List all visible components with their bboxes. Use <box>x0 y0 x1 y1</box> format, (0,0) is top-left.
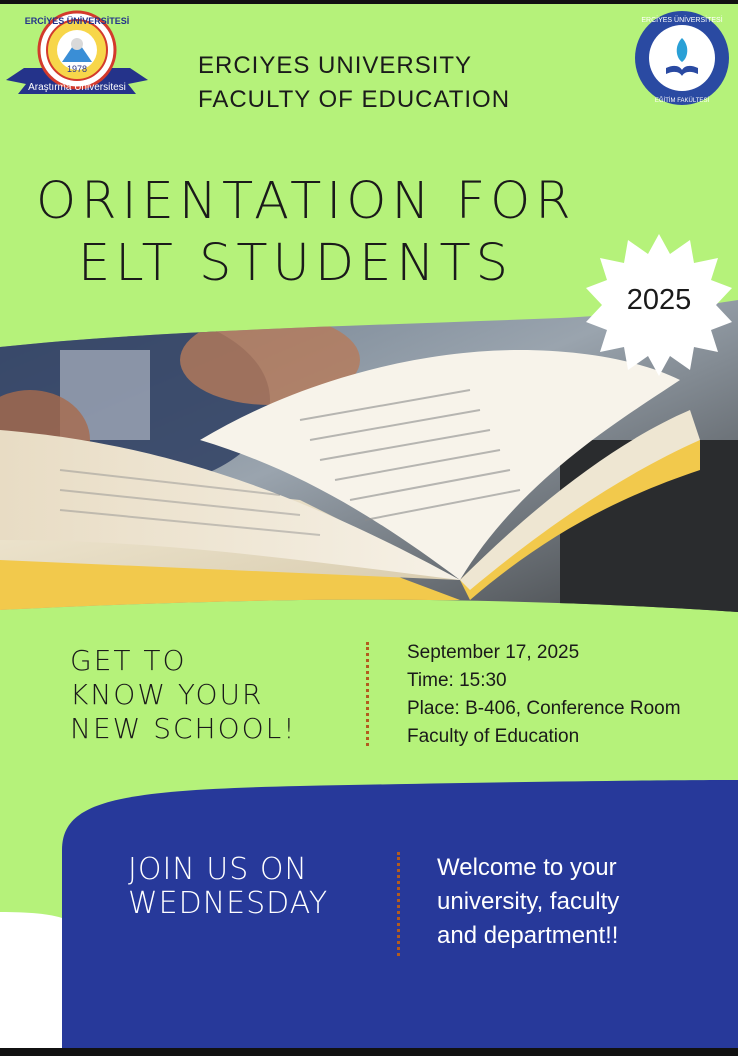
erciyes-university-seal-icon <box>4 10 150 102</box>
university-name: ERCIYES UNIVERSITY <box>198 52 473 79</box>
event-date: September 17, 2025 <box>407 642 580 663</box>
welcome-line-3: and department!! <box>437 922 619 949</box>
welcome-line-1: Welcome to your <box>437 854 617 881</box>
join-line-2: WEDNESDAY <box>128 886 329 921</box>
tagline-line-3: NEW SCHOOL! <box>70 712 297 745</box>
event-faculty: Faculty of Education <box>407 726 580 747</box>
svg-text:1978: 1978 <box>66 64 88 74</box>
title-line-1: ORIENTATION FOR <box>36 172 576 231</box>
welcome-line-2: university, faculty <box>437 888 620 915</box>
event-place: Place: B-406, Conference Room <box>407 698 681 719</box>
bottom-border <box>0 1048 738 1056</box>
svg-text:EĞİTİM FAKÜLTESİ: EĞİTİM FAKÜLTESİ <box>654 98 710 104</box>
tagline-line-1: GET TO <box>70 644 187 677</box>
faculty-name: FACULTY OF EDUCATION <box>198 86 511 113</box>
event-time: Time: 15:30 <box>407 670 507 691</box>
tagline-line-2: KNOW YOUR <box>70 678 264 711</box>
join-line-1: JOIN US ON <box>128 852 308 887</box>
top-border <box>0 0 738 4</box>
dotted-divider <box>366 642 369 746</box>
year-badge: 2025 <box>626 284 692 316</box>
faculty-of-education-seal-icon <box>632 8 732 108</box>
svg-text:ERCİYES ÜNİVERSİTESİ: ERCİYES ÜNİVERSİTESİ <box>641 17 723 24</box>
svg-text:ERCİYES ÜNİVERSİTESİ: ERCİYES ÜNİVERSİTESİ <box>24 16 130 26</box>
dotted-divider-blue <box>397 852 400 956</box>
white-corner <box>0 912 62 1048</box>
title-line-2: ELT STUDENTS <box>78 234 514 293</box>
svg-text:Araştırma Üniversitesi: Araştırma Üniversitesi <box>28 82 126 93</box>
